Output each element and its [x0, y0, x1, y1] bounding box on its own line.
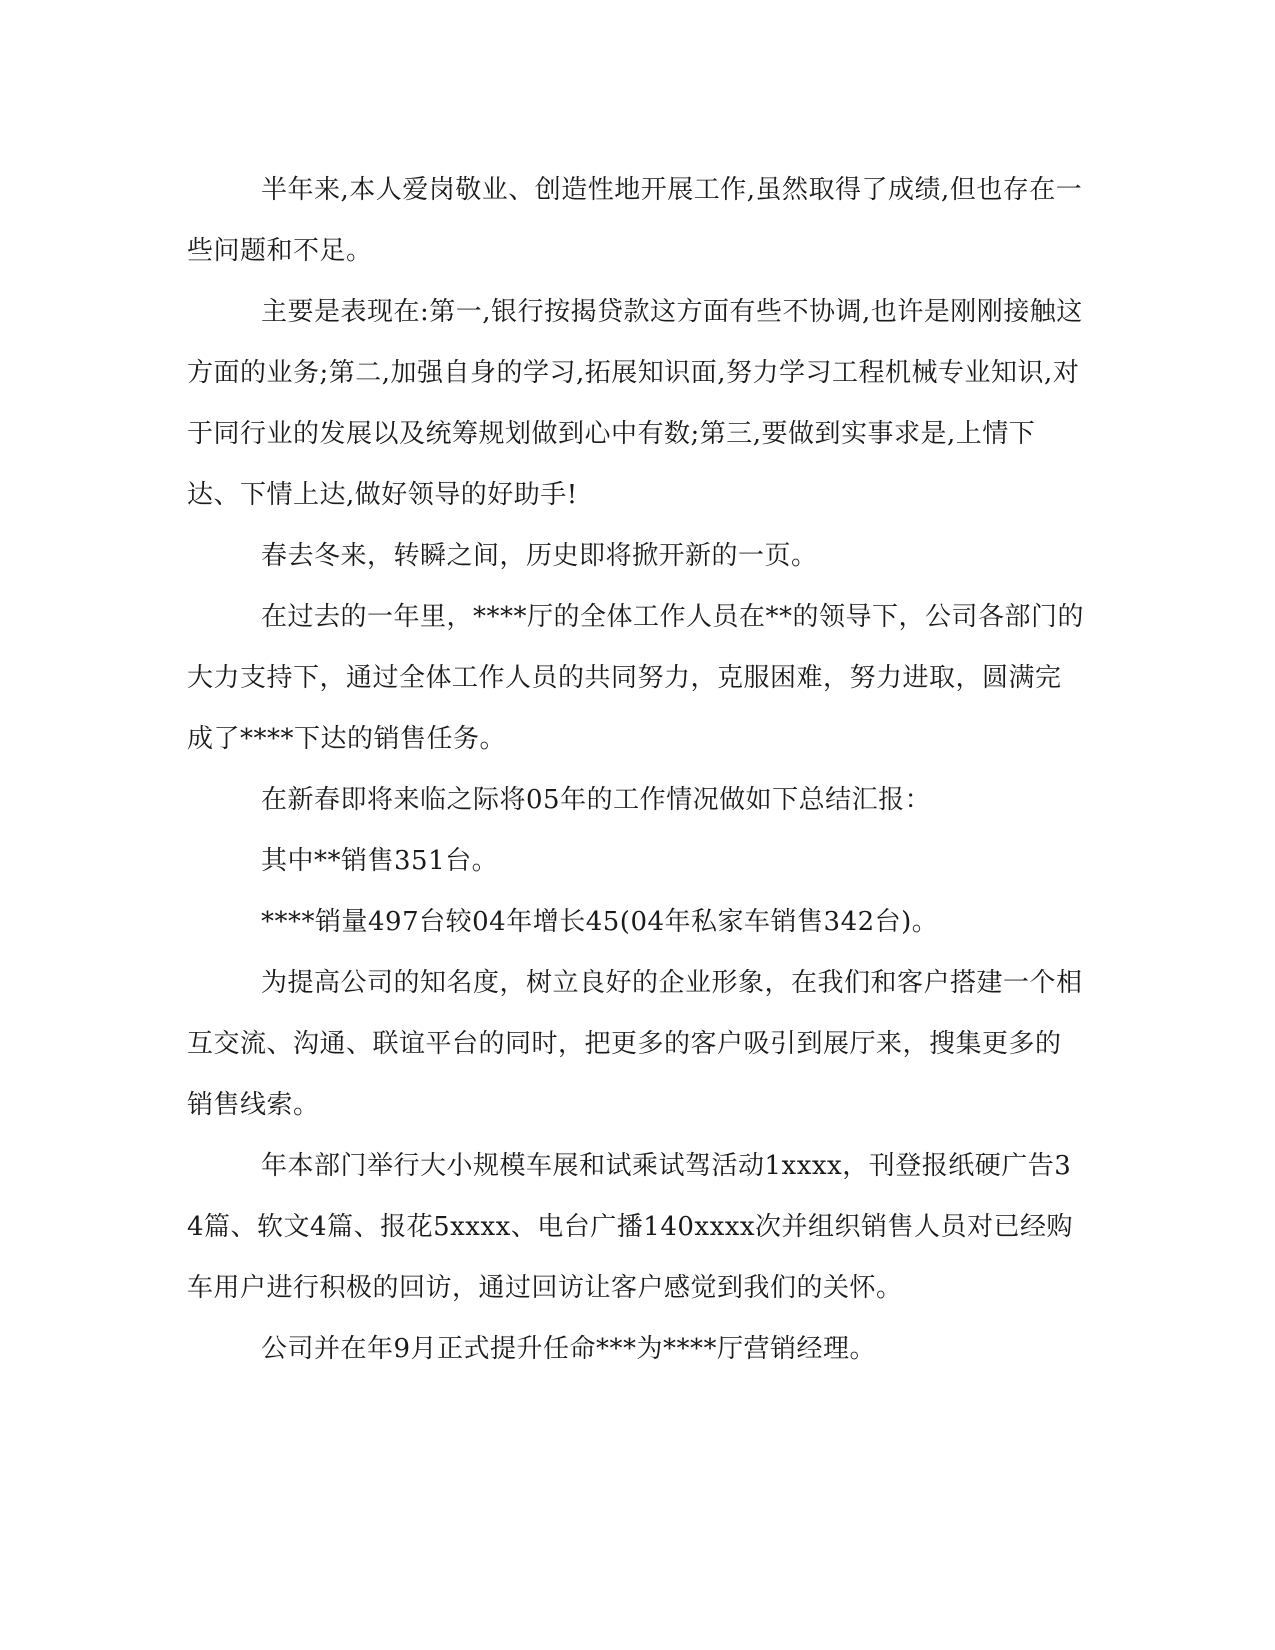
paragraph: 在新春即将来临之际将05年的工作情况做如下总结汇报： — [261, 785, 932, 815]
paragraph: 半年来,本人爱岗敬业、创造性地开展工作,虽然取得了成绩,但也存在一些问题和不足。 — [187, 175, 1083, 266]
paragraph: 在过去的一年里，****厅的全体工作人员在**的领导下，公司各部门的大力支持下，通过全体工作人员的共同努力，克服困难，努力进取，圆满完成了****下达的销售任务。 — [187, 602, 1085, 754]
paragraph: 年本部门举行大小规模车展和试乘试驾活动1xxxx，刊登报纸硬广告34篇、软文4篇、报花5xxxx、电台广播140xxxx次并组织销售人员对已经购车用户进行积极的回访，通过回访让客户感觉到我们的关怀。 — [187, 1151, 1074, 1303]
paragraph: 其中**销售351台。 — [261, 846, 499, 876]
paragraph: 公司并在年9月正式提升任命***为****厅营销经理。 — [261, 1334, 877, 1364]
paragraph: ****销量497台较04年增长45(04年私家车销售342台)。 — [261, 907, 939, 937]
paragraph: 主要是表现在:第一,银行按揭贷款这方面有些不协调,也许是刚刚接触这方面的业务;第二,加强自身的学习,拓展知识面,努力学习工程机械专业知识,对于同行业的发展以及统筹规划做到心中有数;第三,要做到实事求是,上情下达、下情上达,做好领导的好助手! — [187, 297, 1083, 510]
paragraph: 春去冬来，转瞬之间，历史即将掀开新的一页。 — [261, 541, 818, 571]
document-body — [187, 160, 1087, 1380]
paragraph: 为提高公司的知名度，树立良好的企业形象，在我们和客户搭建一个相互交流、沟通、联谊平台的同时，把更多的客户吸引到展厅来，搜集更多的销售线索。 — [187, 968, 1083, 1120]
